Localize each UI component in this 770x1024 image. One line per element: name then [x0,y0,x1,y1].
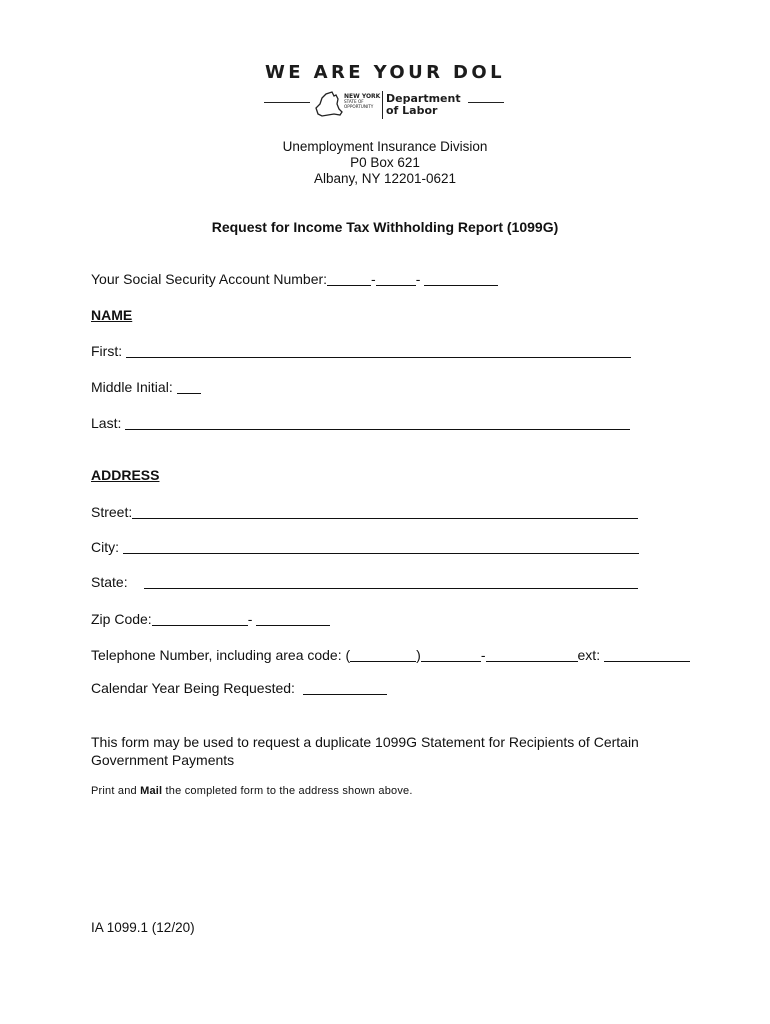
zip-row: Zip Code: - [91,611,330,627]
ext-label: ext: [577,647,601,663]
mail-emphasis: Mail [140,785,163,797]
area-code-field[interactable] [350,647,416,662]
street-field[interactable] [132,504,638,519]
ssn-part1-field[interactable] [327,271,371,286]
print-mail-instruction: Print and Mail the completed form to the address shown above. [91,785,413,797]
logo-rule-right [468,102,504,103]
telephone-row: Telephone Number, including area code: ( ) - ext: [91,647,690,663]
first-name-row [91,343,631,359]
state-label: State: [91,574,128,590]
po-box: P0 Box 621 [350,155,420,170]
middle-initial-field[interactable] [177,379,201,394]
logo-rule-left [264,102,310,103]
mailing-address [0,139,770,187]
last-name-field[interactable] [125,415,630,430]
division-name: Unemployment Insurance Division [282,139,488,154]
telephone-label: Telephone Number, including area code: ( [91,647,351,663]
city-field[interactable] [123,539,639,554]
ssn-row: Your Social Security Account Number: - - [91,271,498,287]
zip-label: Zip Code: [91,611,152,627]
city-label: City: [91,539,119,555]
street-row [91,504,638,520]
zip-plus4-field[interactable] [256,611,330,626]
city-state-zip: Albany, NY 12201-0621 [313,171,457,186]
usage-note: This form may be used to request a duplicate 1099G Statement for Recipients of Certain Government Payments [91,734,639,768]
middle-initial-label: Middle Initial: [91,379,173,395]
last-name-label: Last: [91,415,122,431]
form-title: Request for Income Tax Withholding Report (1099G) [211,219,559,235]
city-row [91,539,639,555]
ssn-label: Your Social Security Account Number: [91,271,328,287]
name-heading: NAME [91,307,133,323]
form-identifier: IA 1099.1 (12/20) [91,920,195,935]
address-heading: ADDRESS [91,467,160,483]
middle-initial-row [91,379,201,395]
state-row [91,574,128,590]
calendar-year-row [91,680,387,696]
zip-field[interactable] [152,611,248,626]
calendar-year-label: Calendar Year Being Requested: [91,680,295,696]
ny-state-wordmark: NEW YORK STATE OF OPPORTUNITY [344,93,381,109]
phone-prefix-field[interactable] [421,647,481,662]
first-name-label: First: [91,343,123,359]
state-field-wrap [144,574,638,592]
logo-divider [382,91,383,119]
phone-line-field[interactable] [486,647,578,662]
ext-field[interactable] [604,647,690,662]
last-name-row [91,415,630,431]
first-name-field[interactable] [126,343,631,358]
ssn-part2-field[interactable] [376,271,416,286]
nys-dol-logo [264,88,504,128]
new-york-state-icon [312,90,344,118]
state-field[interactable] [144,574,638,589]
street-label: Street: [91,504,133,520]
ssn-part3-field[interactable] [424,271,498,286]
dept-of-labor-wordmark: Department of Labor [386,92,461,117]
dol-tagline: WE ARE YOUR DOL [265,62,505,83]
calendar-year-field[interactable] [303,680,387,695]
